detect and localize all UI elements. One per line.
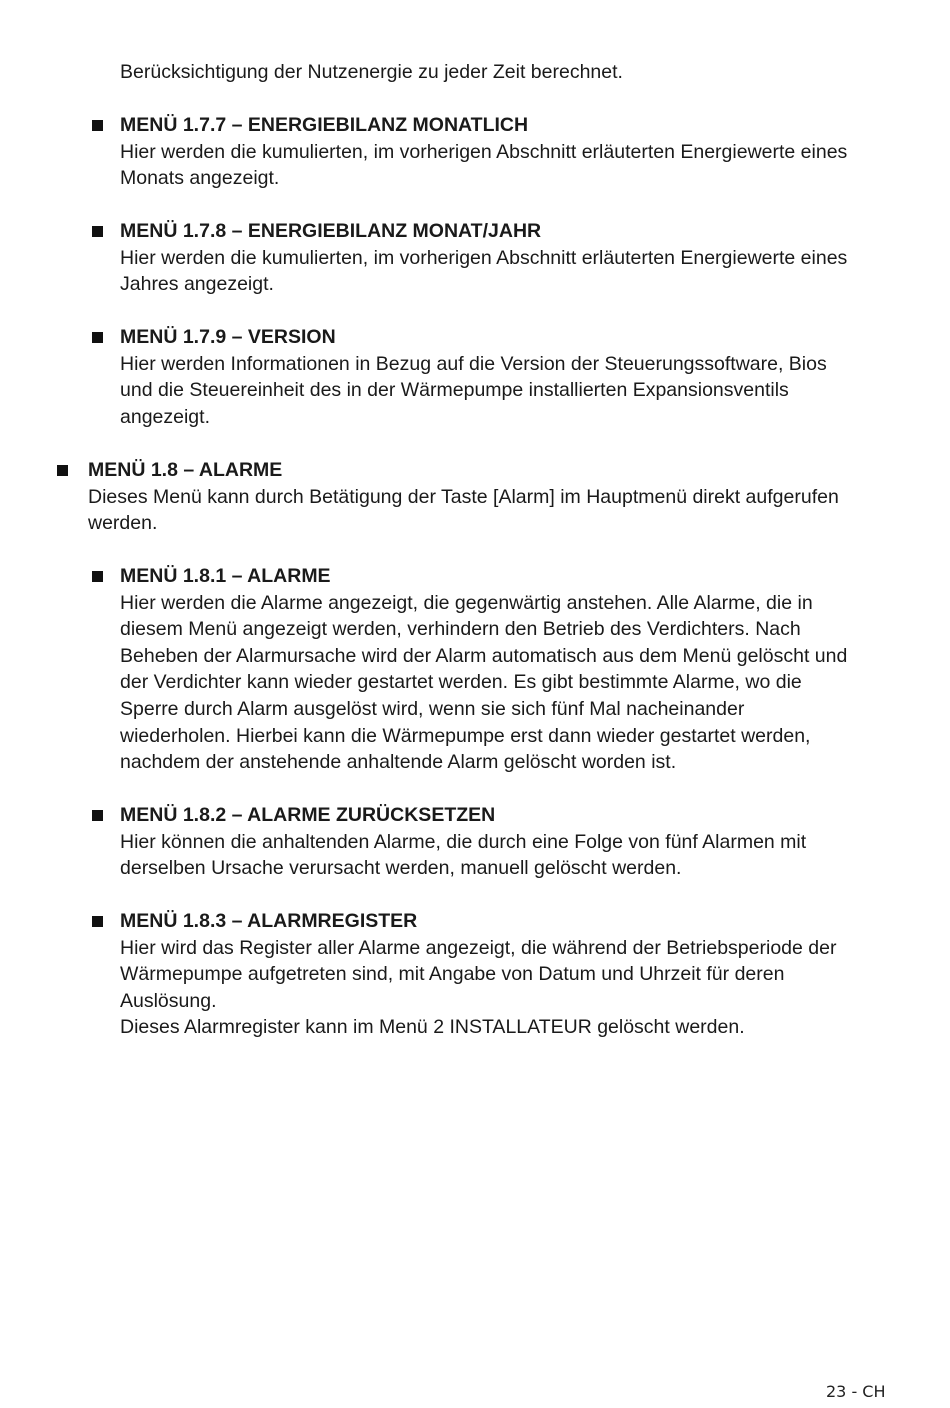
section-menu-1-8-1 <box>120 563 890 776</box>
body-line: Dieses Menü kann durch Betätigung der Taste [Alarm] im Hauptmenü direkt aufgerufen <box>88 485 839 508</box>
section-heading: MENÜ 1.7.9 – VERSION <box>120 326 336 348</box>
body-line: der Verdichter kann wieder gestartet werden. Es gibt bestimmte Alarme, wo die <box>120 671 802 694</box>
section-menu-1-8-3 <box>120 908 890 1041</box>
body-line: Auslösung. <box>120 989 217 1012</box>
intro-paragraph <box>120 59 900 86</box>
section-menu-1-8-2 <box>120 802 890 882</box>
square-bullet-icon <box>57 465 68 476</box>
section-heading: MENÜ 1.8 – ALARME <box>88 459 283 481</box>
section-menu-1-7-9 <box>120 324 890 430</box>
body-line: und die Steuereinheit des in der Wärmepumpe installierten Expansionsventils <box>120 379 789 402</box>
body-line: derselben Ursache verursacht werden, manuell gelöscht werden. <box>120 857 682 880</box>
section-menu-1-7-7 <box>120 112 890 192</box>
body-line: Dieses Alarmregister kann im Menü 2 INSTALLATEUR gelöscht werden. <box>120 1016 745 1039</box>
body-line: Hier werden die kumulierten, im vorherigen Abschnitt erläuterten Energiewerte eines <box>120 140 848 163</box>
body-line: Hier können die anhaltenden Alarme, die durch eine Folge von fünf Alarmen mit <box>120 830 807 853</box>
section-menu-1-7-8 <box>120 218 890 298</box>
body-line: werden. <box>88 512 158 535</box>
square-bullet-icon <box>92 810 103 821</box>
section-heading: MENÜ 1.8.1 – ALARME <box>120 565 331 587</box>
body-line: Jahres angezeigt. <box>120 273 274 296</box>
body-line: Hier werden die Alarme angezeigt, die gegenwärtig anstehen. Alle Alarme, die in <box>120 591 813 614</box>
page-number: 23 - CH <box>826 1382 886 1401</box>
body-line: Hier werden Informationen in Bezug auf die Version der Steuerungssoftware, Bios <box>120 352 827 375</box>
square-bullet-icon <box>92 916 103 927</box>
body-line: Hier wird das Register aller Alarme angezeigt, die während der Betriebsperiode der <box>120 936 837 959</box>
square-bullet-icon <box>92 571 103 582</box>
body-line: Beheben der Alarmursache wird der Alarm automatisch aus dem Menü gelöscht und <box>120 644 848 667</box>
section-menu-1-8 <box>88 457 888 537</box>
section-heading: MENÜ 1.8.3 – ALARMREGISTER <box>120 910 418 932</box>
body-line: angezeigt. <box>120 405 210 428</box>
square-bullet-icon <box>92 226 103 237</box>
section-heading: MENÜ 1.7.7 – ENERGIEBILANZ MONATLICH <box>120 114 529 136</box>
body-line: Wärmepumpe aufgetreten sind, mit Angabe von Datum und Uhrzeit für deren <box>120 963 785 986</box>
section-heading: MENÜ 1.8.2 – ALARME ZURÜCKSETZEN <box>120 804 496 826</box>
body-line: nachdem der anstehende anhaltende Alarm gelöscht worden ist. <box>120 751 677 774</box>
body-line: wiederholen. Hierbei kann die Wärmepumpe erst dann wieder gestartet werden, <box>120 724 811 747</box>
intro-line: Berücksichtigung der Nutzenergie zu jeder Zeit berechnet. <box>120 61 623 83</box>
square-bullet-icon <box>92 332 103 343</box>
square-bullet-icon <box>92 120 103 131</box>
body-line: diesem Menü angezeigt werden, verhindern den Betrieb des Verdichters. Nach <box>120 618 801 641</box>
section-heading: MENÜ 1.7.8 – ENERGIEBILANZ MONAT/JAHR <box>120 220 542 242</box>
body-line: Monats angezeigt. <box>120 167 280 190</box>
body-line: Sperre durch Alarm ausgelöst wird, wenn sie sich fünf Mal nacheinander <box>120 697 745 720</box>
body-line: Hier werden die kumulierten, im vorherigen Abschnitt erläuterten Energiewerte eines <box>120 246 848 269</box>
